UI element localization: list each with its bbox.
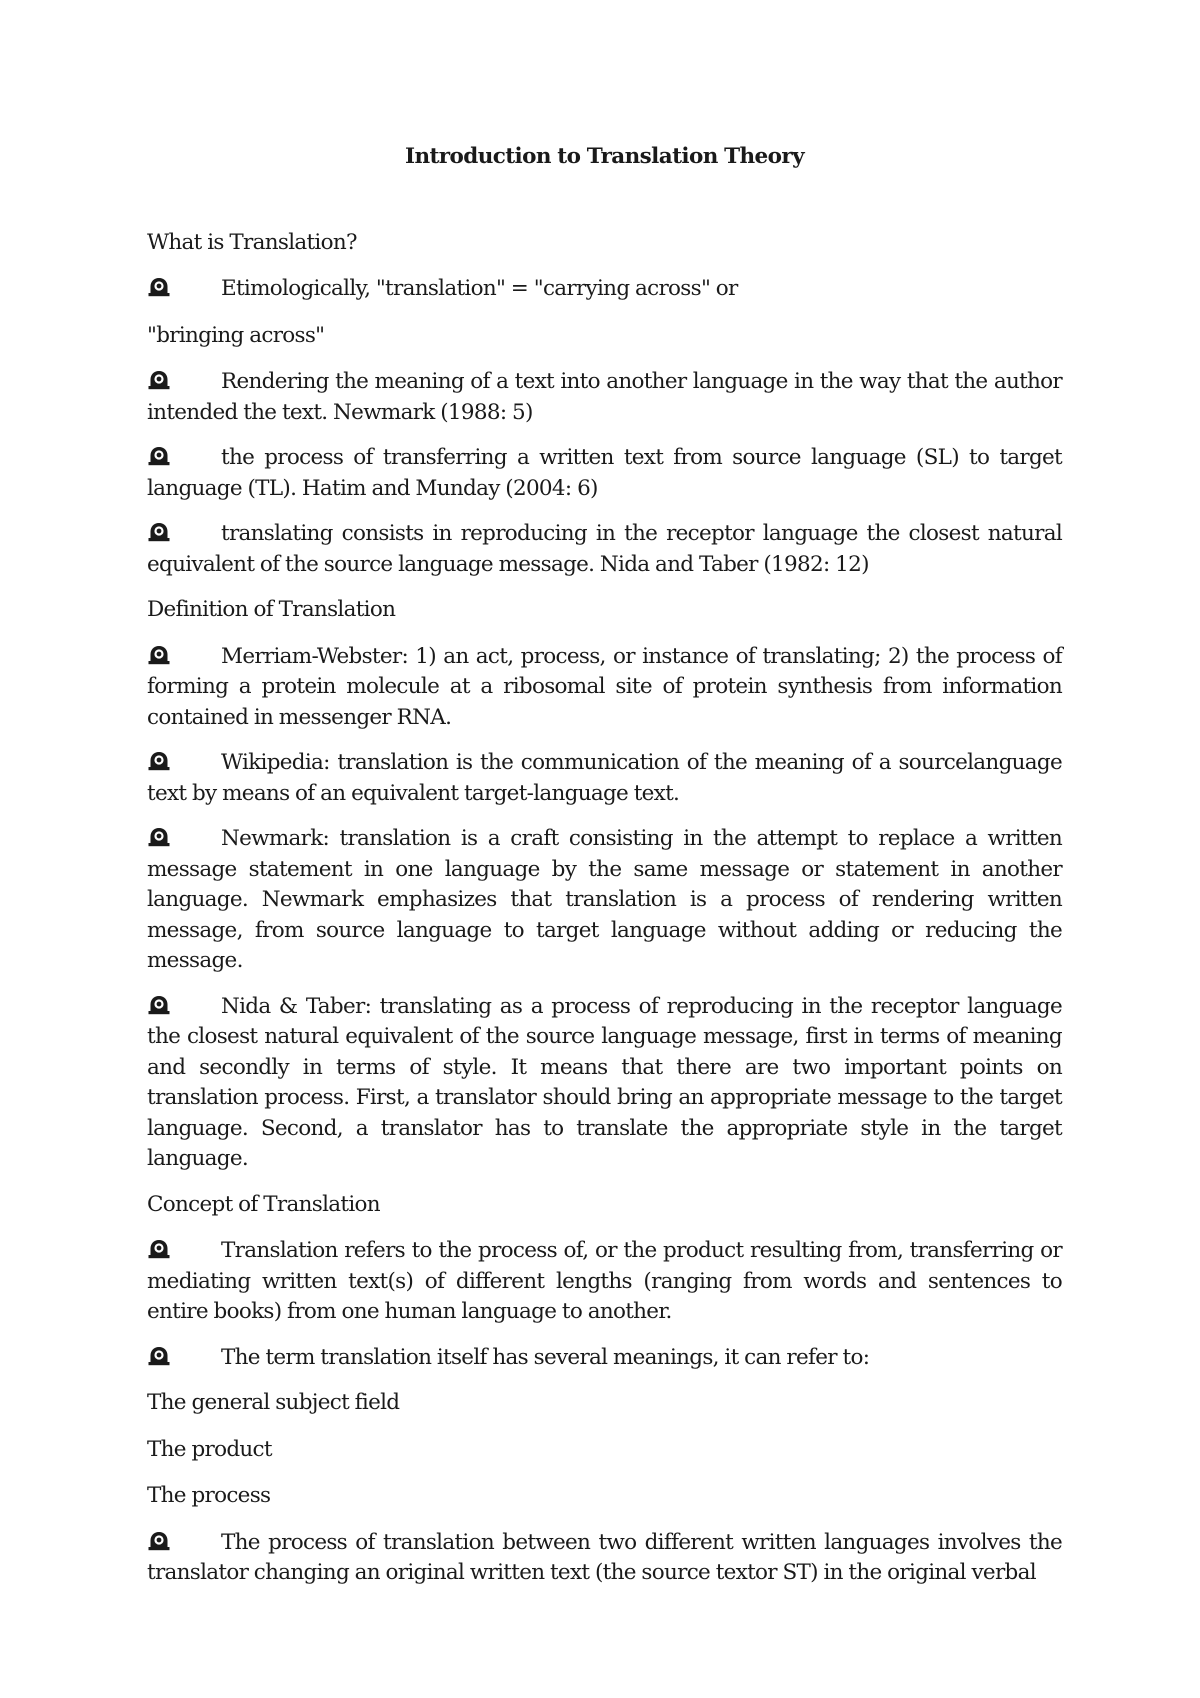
section-heading-concept: Concept of Translation <box>147 1191 380 1217</box>
bullet-symbol-icon <box>147 1343 221 1374</box>
bullet-text: Wikipedia: translation is the communication of the meaning of a sourcelanguage text by means of an equivalent target-language text. <box>147 750 1062 806</box>
bullet-symbol-icon <box>147 824 221 855</box>
bullet-symbol-icon <box>147 443 221 474</box>
bullet-paragraph <box>147 274 1062 305</box>
bullet-symbol-icon <box>147 748 221 779</box>
bullet-paragraph <box>147 1343 1062 1374</box>
bullet-paragraph <box>147 443 1062 504</box>
bullet-symbol-icon <box>147 274 221 305</box>
bullet-text: Nida & Taber: translating as a process of reproducing in the receptor language the closest natural equivalent of the source language message, first in terms of meaning and secondly in terms of style. It means that there are two important points on translation process. First, a translator should bring an appropriate message to the target language. Second, a translator has to translate the appropriate style in the target language. <box>147 993 1062 1171</box>
bullet-paragraph <box>147 519 1062 580</box>
continuation-line: "bringing across" <box>147 322 325 348</box>
bullet-symbol-icon <box>147 642 221 673</box>
bullet-symbol-icon <box>147 1528 221 1559</box>
bullet-symbol-icon <box>147 367 221 398</box>
bullet-text: Rendering the meaning of a text into another language in the way that the author intended the text. Newmark (1988: 5) <box>147 369 1062 425</box>
bullet-symbol-icon <box>147 519 221 550</box>
meaning-item-subject: The general subject field <box>147 1390 400 1415</box>
bullet-paragraph <box>147 1236 1062 1328</box>
meaning-item-product: The product <box>147 1436 272 1462</box>
bullet-text: Newmark: translation is a craft consisting in the attempt to replace a written message statement in one language by the same message or statement in another language. Newmark emphasizes that translation is a process of rendering written message, from source language to target language without adding or reducing the message. <box>147 826 1062 973</box>
bullet-text: the process of transferring a written text from source language (SL) to target language (TL). Hatim and Munday (2004: 6) <box>147 445 1062 501</box>
bullet-text: translating consists in reproducing in the receptor language the closest natural equivalent of the source language message. Nida and Taber (1982: 12) <box>147 521 1062 577</box>
bullet-paragraph <box>147 824 1062 977</box>
section-heading-definition: Definition of Translation <box>147 597 396 622</box>
bullet-paragraph <box>147 748 1062 809</box>
section-heading-what-is: What is Translation? <box>147 229 357 255</box>
bullet-symbol-icon <box>147 992 221 1023</box>
document-title: Introduction to Translation Theory <box>404 144 804 169</box>
bullet-text: The term translation itself has several meanings, it can refer to: <box>221 1344 870 1370</box>
bullet-paragraph <box>147 367 1062 428</box>
bullet-paragraph <box>147 1528 1062 1589</box>
meaning-item-process: The process <box>147 1483 271 1508</box>
bullet-text: Merriam-Webster: 1) an act, process, or instance of translating; 2) the process of forming a protein molecule at a ribosomal site of protein synthesis from information contained in messenger RNA. <box>147 643 1062 730</box>
bullet-symbol-icon <box>147 1236 221 1267</box>
bullet-text: The process of translation between two different written languages involves the translator changing an original written text (the source textor ST) in the original verbal <box>147 1529 1062 1585</box>
bullet-text: Translation refers to the process of, or the product resulting from, transferring or mediating written text(s) of different lengths (ranging from words and sentences to entire books) from one human language to another. <box>147 1238 1062 1324</box>
bullet-paragraph <box>147 642 1062 734</box>
bullet-paragraph <box>147 992 1062 1175</box>
bullet-text: Etimologically, "translation" = "carrying across" or <box>221 276 738 301</box>
document-page <box>147 142 1062 1604</box>
